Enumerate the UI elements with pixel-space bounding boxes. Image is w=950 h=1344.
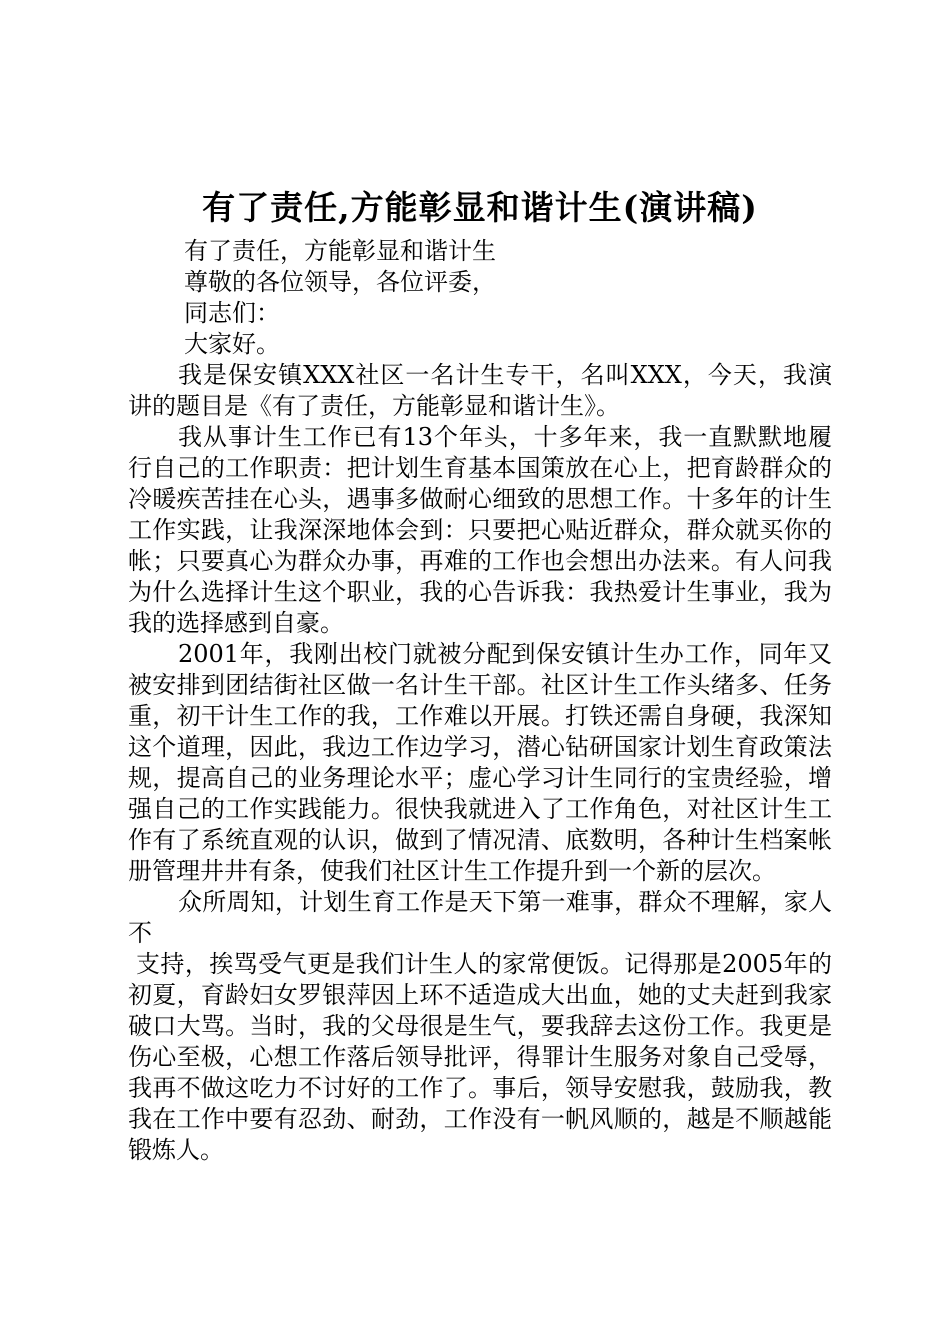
document-title: 有了责任,方能彰显和谐计生(演讲稿) [202, 188, 758, 227]
paragraph-2001: 2001年，我刚出校门就被分配到保安镇计生办工作，同年又被安排到团结街社区做一名计生干部。社区计生工作头绪多、任务重，初干计生工作的我，工作难以开展。打铁还需自身硬，我深知这个道理，因此，我边工作边学习，潜心钻研国家计划生育政策法规，提高自己的业务理论水平；虚心学习计生同行的宝贵经验，增强自己的工作实践能力。很快我就进入了工作角色，对社区计生工作有了系统直观的认识，做到了情况清、底数明，各种计生档案帐册管理井井有条，使我们社区计生工作提升到一个新的层次。 [128, 640, 832, 885]
paragraph-comrades: 同志们： [184, 299, 280, 327]
paragraph-salutation: 尊敬的各位领导，各位评委， [184, 268, 496, 296]
paragraph-greeting: 大家好。 [184, 330, 280, 358]
paragraph-career: 我从事计生工作已有13个年头，十多年来，我一直默默地履行自己的工作职责：把计划生育基本国策放在心上，把育龄群众的冷暖疾苦挂在心头，遇事多做耐心细致的思想工作。十多年的计生工作实践，让我深深地体会到：只要把心贴近群众，群众就买你的帐；只要真心为群众办事，再难的工作也会想出办法来。有人问我为什么选择计生这个职业，我的心告诉我：我热爱计生事业，我为我的选择感到自豪。 [128, 423, 832, 637]
paragraph-subtitle: 有了责任，方能彰显和谐计生 [184, 237, 496, 265]
document-body [128, 236, 832, 1166]
paragraph-2005: 支持，挨骂受气更是我们计生人的家常便饭。记得那是2005年的初夏，育龄妇女罗银萍因上环不适造成大出血，她的丈夫赶到我家破口大骂。当时，我的父母很是生气，要我辞去这份工作。我更是伤心至极，心想工作落后领导批评，得罪计生服务对象自己受辱，我再不做这吃力不讨好的工作了。事后，领导安慰我，鼓励我，教我在工作中要有忍劲、耐劲，工作没有一帆风顺的，越是不顺越能锻炼人。 [128, 950, 832, 1164]
paragraph-introduction: 我是保安镇XXX社区一名计生专干，名叫XXX，今天，我演讲的题目是《有了责任，方能彰显和谐计生》。 [128, 361, 832, 420]
paragraph-difficulty: 众所周知，计划生育工作是天下第一难事，群众不理解，家人不 [128, 888, 832, 947]
